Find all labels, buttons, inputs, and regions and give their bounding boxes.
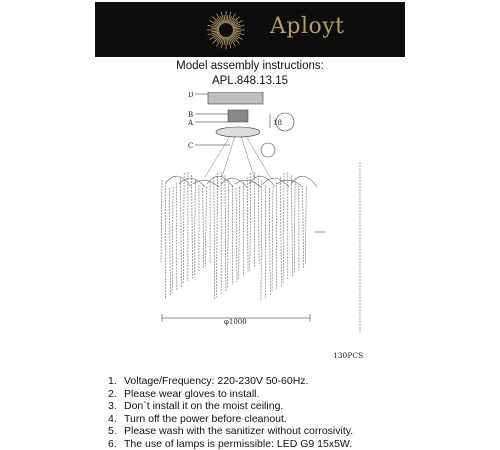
dim-width: φ1000 <box>224 318 247 326</box>
label-b: B <box>188 111 194 119</box>
sun-logo-icon <box>205 9 247 51</box>
dim-height: 18 <box>273 119 282 127</box>
parts-count: 130PCS <box>333 351 364 360</box>
brand-name: Aployt <box>270 14 345 39</box>
ceiling-plate <box>208 92 263 104</box>
note-item: 1. Voltage/Frequency: 220-230V 50-60Hz. <box>108 375 309 387</box>
note-item: 5. Please wash with the sanitizer without corrosivity. <box>108 425 354 437</box>
note-item: 2. Please wear gloves to install. <box>108 387 260 400</box>
brand-banner <box>95 2 405 57</box>
label-c: C <box>188 142 194 150</box>
model-number: APL.848.13.15 <box>211 75 289 87</box>
doc-title: Model assembly instructions: <box>176 60 324 72</box>
note-item: 6. The use of lamps is permissible: LED G9 15x5W. <box>108 437 353 450</box>
canopy <box>228 110 248 122</box>
note-item: 3. Don`t install it on the moist ceiling. <box>108 400 284 412</box>
label-d: D <box>188 92 194 99</box>
label-a: A <box>188 119 194 127</box>
note-item: 4. Turn off the power before cleanout. <box>108 412 287 425</box>
crystal-cascade <box>161 172 317 301</box>
notes-list <box>108 375 353 450</box>
chandelier-drawing <box>150 92 380 347</box>
